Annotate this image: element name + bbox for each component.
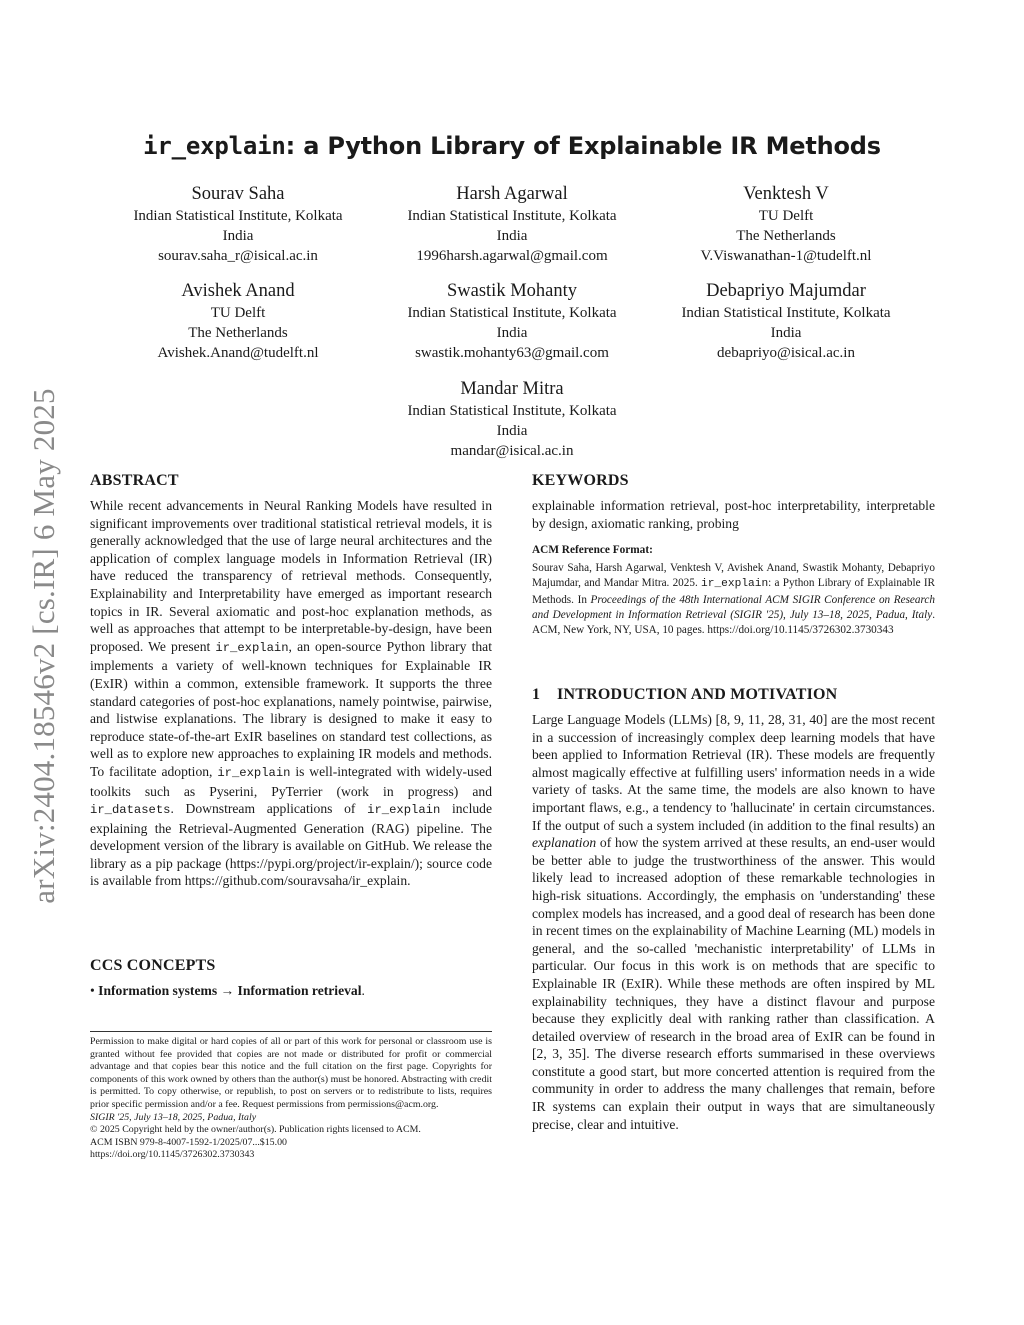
arxiv-identifier: arXiv:2404.18546v2 [cs.IR] 6 May 2025 (26, 388, 61, 904)
ccs-concepts: • Information systems → Information retrieval. (90, 983, 365, 998)
author-affiliation: TU Delft (210, 305, 266, 321)
author-country: The Netherlands (188, 325, 288, 341)
ccs-concept: Information systems (98, 983, 218, 998)
author-email: debapriyo@isical.ac.in (717, 345, 855, 361)
copyright: © 2025 Copyright held by the owner/author(s). Publication rights licensed to ACM. (90, 1124, 421, 1136)
ccs-leaf: Information retrieval (237, 983, 362, 998)
intro-text: Large Language Models (LLMs) [8, 9, 11, 28, 31, 40] are the most recent in a succession of increasingly complex deep learning models that have been applied to Information Retrieval (IR). These models are frequently almost magically effective at fulfilling users' information needs in a wide variety of tasks. At the same time, the models are also known to have important flaws, e.g., a tendency to 'hallucinate' in certain circumstances. If the output of such a system included (in addition to the final results) an explanation of how the system arrived at these results, an end-user would be better able to judge the trustworthiness of the answer. This would likely lead to increased adoption of these remarkable technologies in high-risk situations. Accordingly, the emphasis on 'understanding' these complex models has increased, and a good deal of research has been done in recent times on the explainability of Machine Learning (ML) models in general, and the so-called 'mechanistic interpretability' of LLMs in particular. Our focus in this work is on methods that are specific to Explainable IR (ExIR). While these methods are often inspired by ML explainability techniques, they have a distinct flavour and purpose because they explicitly deal with ranking rather than classification. A detailed overview of research in the broad area of ExIR can be found in [2, 3, 35]. The diverse research efforts summarised in these overviews constitute a good start, but more concerted attention is required from the community in order to address the many challenges that remain, before IR systems can explain their output in ways that are simultaneously precise, clear and intuitive. (532, 712, 935, 1132)
author-email: swastik.mohanty63@gmail.com (415, 345, 609, 361)
author-block (103, 279, 373, 363)
doi-link[interactable]: https://doi.org/10.1145/3726302.3730343 (90, 1149, 255, 1161)
emphasis: explanation (532, 835, 597, 851)
author-block (651, 279, 921, 363)
permission-notice (90, 1036, 492, 1162)
title-library-name: ir_explain (143, 132, 286, 160)
author-country: The Netherlands (736, 228, 836, 244)
inline-code: ir_explain (367, 803, 441, 818)
inline-code: ir_explain (701, 578, 769, 591)
author-country: India (496, 423, 528, 439)
author-affiliation: TU Delft (758, 208, 814, 224)
ccs-heading: CCS CONCEPTS (90, 957, 216, 974)
inline-code: ir_explain (217, 765, 291, 780)
author-email: sourav.saha_r@isical.ac.in (158, 248, 318, 264)
arxiv-stamp (28, 362, 60, 930)
author-name: Avishek Anand (181, 281, 295, 301)
venue: SIGIR '25, July 13–18, 2025, Padua, Italy (90, 1111, 257, 1123)
author-affiliation: Indian Statistical Institute, Kolkata (407, 403, 617, 419)
author-block (651, 182, 921, 266)
title-rest: : a Python Library of Explainable IR Methods (285, 132, 881, 160)
keywords-text: explainable information retrieval, post-hoc interpretability, interpretable by design, axiomatic ranking, probing (532, 498, 935, 531)
author-name: Swastik Mohanty (446, 281, 577, 301)
author-country: India (496, 228, 528, 244)
author-name: Debapriyo Majumdar (706, 281, 866, 301)
author-affiliation: Indian Statistical Institute, Kolkata (681, 305, 891, 321)
abstract-heading: ABSTRACT (90, 472, 179, 489)
author-affiliation: Indian Statistical Institute, Kolkata (407, 305, 617, 321)
author-email: V.Viswanathan-1@tudelft.nl (700, 248, 872, 264)
author-email: mandar@isical.ac.in (450, 443, 574, 459)
author-country: India (496, 325, 528, 341)
author-email: 1996harsh.agarwal@gmail.com (416, 248, 608, 264)
paper-title (0, 132, 1024, 160)
author-name: Venktesh V (743, 184, 829, 204)
author-block (377, 182, 647, 266)
section-number: 1 (532, 686, 541, 703)
acm-ref-heading: ACM Reference Format: (532, 544, 653, 556)
keywords-heading: KEYWORDS (532, 472, 629, 489)
author-country: India (770, 325, 802, 341)
intro-heading (532, 686, 837, 704)
acm-reference: Sourav Saha, Harsh Agarwal, Venktesh V, Avishek Anand, Swastik Mohanty, Debapriyo Majumdar, and Mandar Mitra. 2025. ir_explain: a Python Library of Explainable IR Methods. In Proceedings of the 48th International ACM SIGIR Conference on Research and Development in Information Retrieval (SIGIR '25), July 13–18, 2025, Padua, Italy. ACM, New York, NY, USA, 10 pages. https://doi.org/10.1145/3726302.3730343 (532, 562, 936, 637)
author-email: Avishek.Anand@tudelft.nl (157, 345, 319, 361)
author-name: Sourav Saha (191, 184, 285, 204)
author-affiliation: Indian Statistical Institute, Kolkata (133, 208, 343, 224)
footnote-rule (90, 1031, 492, 1032)
author-block (377, 377, 647, 461)
author-affiliation: Indian Statistical Institute, Kolkata (407, 208, 617, 224)
author-country: India (222, 228, 254, 244)
abstract-text: While recent advancements in Neural Ranking Models have resulted in significant improvements over traditional statistical retrieval models, it is generally acknowledged that the use of large neural architectures and the application of complex language models in Information Retrieval (IR) have reduced the transparency of retrieval methods. Consequently, Explainability and Interpretability have emerged as important research topics in IR. Several axiomatic and post-hoc explanation methods, as well as approaches that attempt to be interpretable-by-design, have been proposed. We present ir_explain, an open-source Python library that implements a variety of well-known techniques for Explainable IR (ExIR) within a common, extensible framework. It supports the three standard categories of post-hoc explanations, namely pointwise, pairwise, and listwise explanations. The library is designed to make it easy to reproduce state-of-the-art ExIR baselines on standard test collections, as well as to explore new approaches to explaining IR models and methods. To facilitate adoption, ir_explain is well-integrated with widely-used toolkits such as Pyserini, PyTerrier (work in progress) and ir_datasets. Downstream applications of ir_explain include explaining the Retrieval-Augmented Generation (RAG) pipeline. The development version of the library is available on GitHub. We release the library as a pip package (https://pypi.org/project/ir-explain/); source code is available from https://github.com/souravsaha/ir_explain. (90, 498, 492, 889)
author-block (377, 279, 647, 363)
proceedings-title: Proceedings of the 48th International ACM SIGIR Conference on Research and Development in Information Retrieval (SIGIR '25), July 13–18, 2025, Padua, Italy (532, 593, 935, 621)
isbn: ACM ISBN 979-8-4007-1592-1/2025/07...$15.00 (90, 1136, 287, 1148)
inline-code: ir_explain (215, 640, 289, 655)
section-title: INTRODUCTION AND MOTIVATION (557, 686, 838, 703)
author-block (103, 182, 373, 266)
permission-text: Permission to make digital or hard copies of all or part of this work for personal or classroom use is granted without fee provided that copies are not made or distributed for profit or commercial advantage and that copies bear this notice and the full citation on the first page. Copyrights for components of this work owned by others than the author(s) must be honored. Abstracting with credit is permitted. To copy otherwise, or republish, to post on servers or to redistribute to lists, requires prior specific permission and/or a fee. Request permissions from permissions@acm.org. (90, 1036, 492, 1110)
author-name: Harsh Agarwal (456, 184, 568, 204)
author-name: Mandar Mitra (460, 379, 564, 399)
inline-code: ir_datasets (90, 803, 171, 818)
